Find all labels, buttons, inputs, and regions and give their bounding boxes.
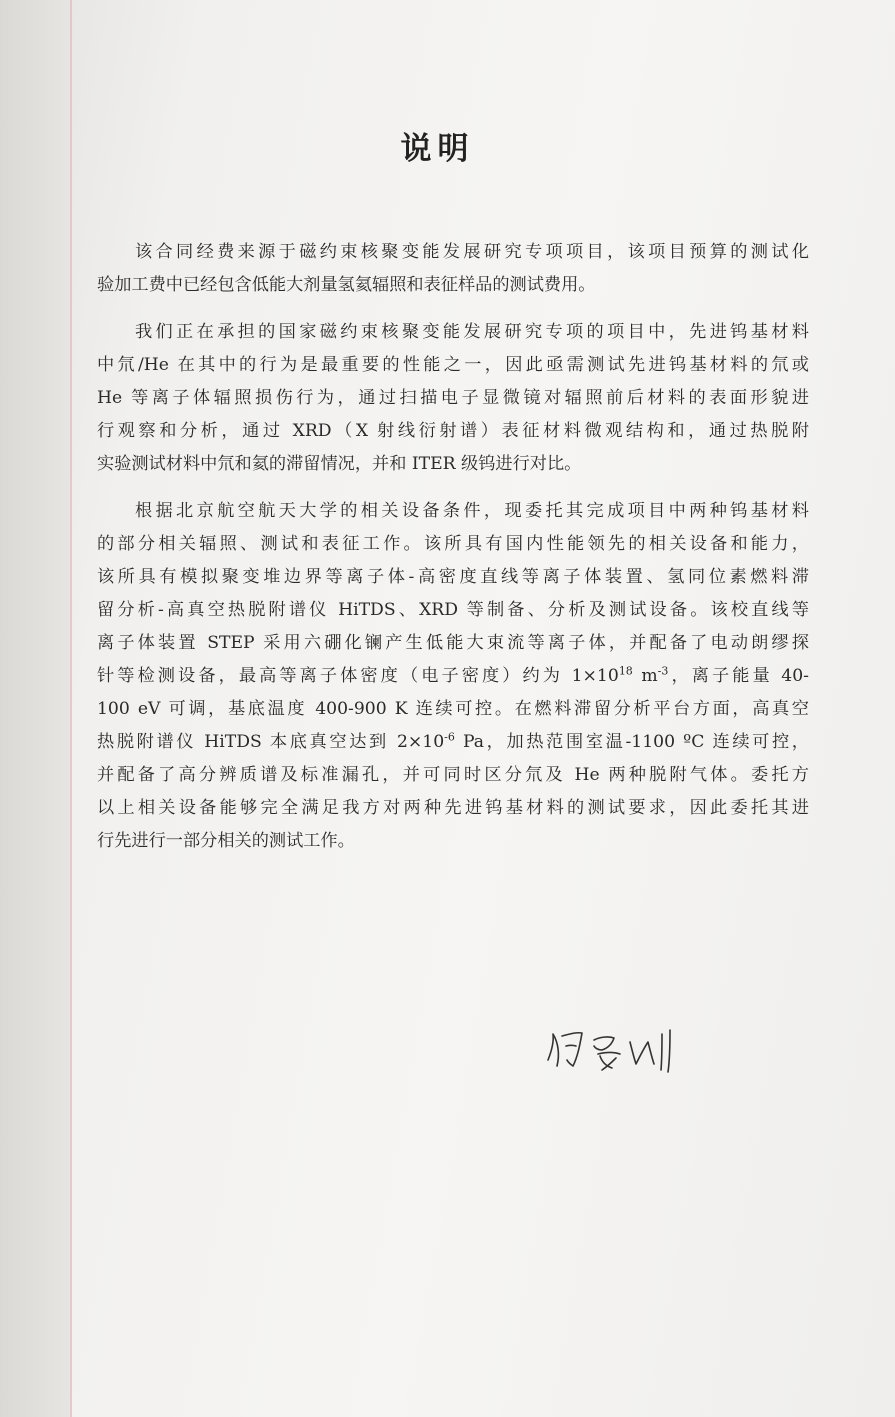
handwritten-signature [540,1020,680,1080]
superscript: -3 [657,664,669,678]
paragraph-1 [97,236,809,302]
superscript: -6 [444,730,455,744]
text-line: He 等离子体辐照损伤行为，通过扫描电子显微镜对辐照前后材料的表面形貌进 [97,388,809,408]
text-line: 留分析-高真空热脱附谱仪 HiTDS、XRD 等制备、分析及测试设备。该校直线等 [97,600,809,620]
text-line: 该合同经费来源于磁约束核聚变能发展研究专项项目，该项目预算的测试化 [135,242,809,262]
text-line: 实验测试材料中氘和氦的滞留情况，并和 ITER 级钨进行对比。 [97,454,582,474]
text-line: 中氘/He 在其中的行为是最重要的性能之一，因此亟需测试先进钨基材料的氘或 [97,355,809,375]
text-line: 以上相关设备能够完全满足我方对两种先进钨基材料的测试要求，因此委托其进 [97,798,809,818]
text-segment: ，离子能量 40- [668,666,809,686]
text-line: 根据北京航空航天大学的相关设备条件，现委托其完成项目中两种钨基材料 [135,501,809,521]
paragraph-3 [97,495,809,858]
text-segment: Pa，加热范围室温-1100 ºC 连续可控， [454,732,809,752]
text-line: 行观察和分析，通过 XRD（X 射线衍射谱）表征材料微观结构和，通过热脱附 [97,421,809,441]
superscript: 18 [618,664,633,678]
text-line: 该所具有模拟聚变堆边界等离子体-高密度直线等离子体装置、氢同位素燃料滞 [97,567,809,587]
text-line: 的部分相关辐照、测试和表征工作。该所具有国内性能领先的相关设备和能力， [97,534,809,554]
text-line: 验加工费中已经包含低能大剂量氢氦辐照和表征样品的测试费用。 [97,275,596,295]
text-line: 我们正在承担的国家磁约束核聚变能发展研究专项的项目中，先进钨基材料 [135,322,809,342]
paragraph-2 [97,316,809,481]
page-edge-shadow [0,0,70,1417]
text-segment: 针等检测设备，最高等离子体密度（电子密度）约为 1×10 [97,666,619,686]
text-line: 并配备了高分辨质谱及标准漏孔，并可同时区分氘及 He 两种脱附气体。委托方 [97,765,809,785]
text-segment: 热脱附谱仪 HiTDS 本底真空达到 2×10 [97,732,445,752]
text-line-with-superscript [97,726,809,759]
document-title: 说明 [400,131,475,167]
page-margin-line [70,0,72,1417]
text-line: 100 eV 可调，基底温度 400-900 K 连续可控。在燃料滞留分析平台方面，高真空 [97,699,809,719]
text-line-with-superscript [97,660,809,693]
text-line: 离子体装置 STEP 采用六硼化镧产生低能大束流等离子体，并配备了电动朗缪探 [97,633,809,653]
text-segment: m [632,666,658,686]
document-body [97,236,809,872]
text-line: 行先进行一部分相关的测试工作。 [97,831,355,851]
